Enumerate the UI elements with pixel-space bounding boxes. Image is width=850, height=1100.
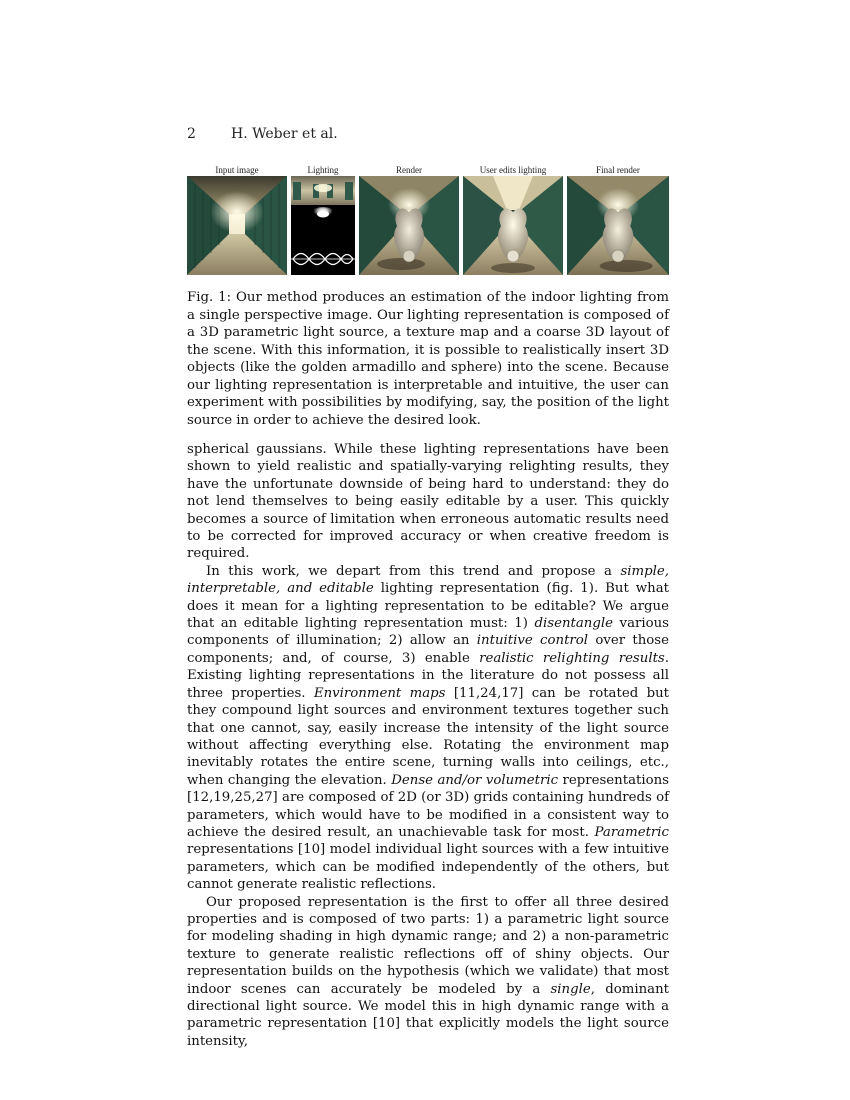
figure-caption: Fig. 1: Our method produces an estimation of the indoor lighting from a single perspective image. Our lighting representation is composed of a 3D parametric light source, a texture map and a coarse 3D layout of the scene. With this information, it is possible to realistically insert 3D objects (like the golden armadillo and sphere) into the scene. Because our lighting representation is interpretable and intuitive, the user can experiment with possibilities by modifying, say, the position of the light source in order to achieve the desired look. bbox=[187, 290, 669, 428]
body-text bbox=[187, 441, 669, 1050]
paragraph-2: In this work, we depart from this trend and propose a simple, interpretable, and editable lighting representation (fig. 1). But what does it mean for a lighting representation to be editable? We argue that an editable lighting representation must: 1) disentangle various components of illumination; 2) allow an intuitive control over those components; and, of course, 3) enable realistic relighting results. Existing lighting representations in the literature do not possess all three properties. Environment maps [11,24,17] can be rotated but they compound light sources and environment textures together such that one cannot, say, easily increase the intensity of the light source without affecting everything else. Rotating the environment map inevitably rotates the entire scene, turning walls into ceilings, etc., when changing the elevation. Dense and/or volumetric representations [12,19,25,27] are composed of 2D (or 3D) grids containing hundreds of parameters, which would have to be modified in a consistent way to achieve the desired result, an unachievable task for most. Parametric representations [10] model individual light sources with a few intuitive parameters, which can be modified independently of the others, but cannot generate realistic reflections. bbox=[187, 563, 670, 893]
paragraph-3: Our proposed representation is the first to offer all three desired properties and is composed of two parts: 1) a parametric light source for modeling shading in high dynamic range; and 2) a non-parametric texture to generate realistic reflections off of shiny objects. Our representation builds on the hypothesis (which we validate) that most indoor scenes can accurately be modeled by a single, dominant directional light source. We model this in high dynamic range with a parametric representation [10] that explicitly models the light source intensity, bbox=[187, 894, 669, 1049]
panel-label-render: Render bbox=[396, 165, 422, 175]
page-number: 2 bbox=[187, 126, 196, 142]
running-header bbox=[187, 126, 338, 142]
user-edits-image bbox=[463, 176, 563, 275]
panel-label-user-edits: User edits lighting bbox=[479, 165, 547, 175]
figure-1 bbox=[187, 165, 669, 277]
paragraph-1: spherical gaussians. While these lighting representations have been shown to yield realistic and spatially-varying relighting results, they have the unfortunate downside of being hard to understand: they do not lend themselves to being easily editable by a user. This quickly becomes a source of limitation when erroneous automatic results need to be corrected for improved accuracy or when creative freedom is required. bbox=[187, 442, 669, 562]
running-title: H. Weber et al. bbox=[231, 126, 338, 142]
panel-label-final: Final render bbox=[596, 165, 640, 175]
panel-label-lighting: Lighting bbox=[307, 165, 339, 175]
final-render-image bbox=[567, 176, 669, 275]
lighting-maps bbox=[291, 176, 355, 275]
panel-label-input: Input image bbox=[215, 165, 259, 175]
render-image bbox=[359, 176, 459, 275]
input-image bbox=[187, 176, 287, 275]
